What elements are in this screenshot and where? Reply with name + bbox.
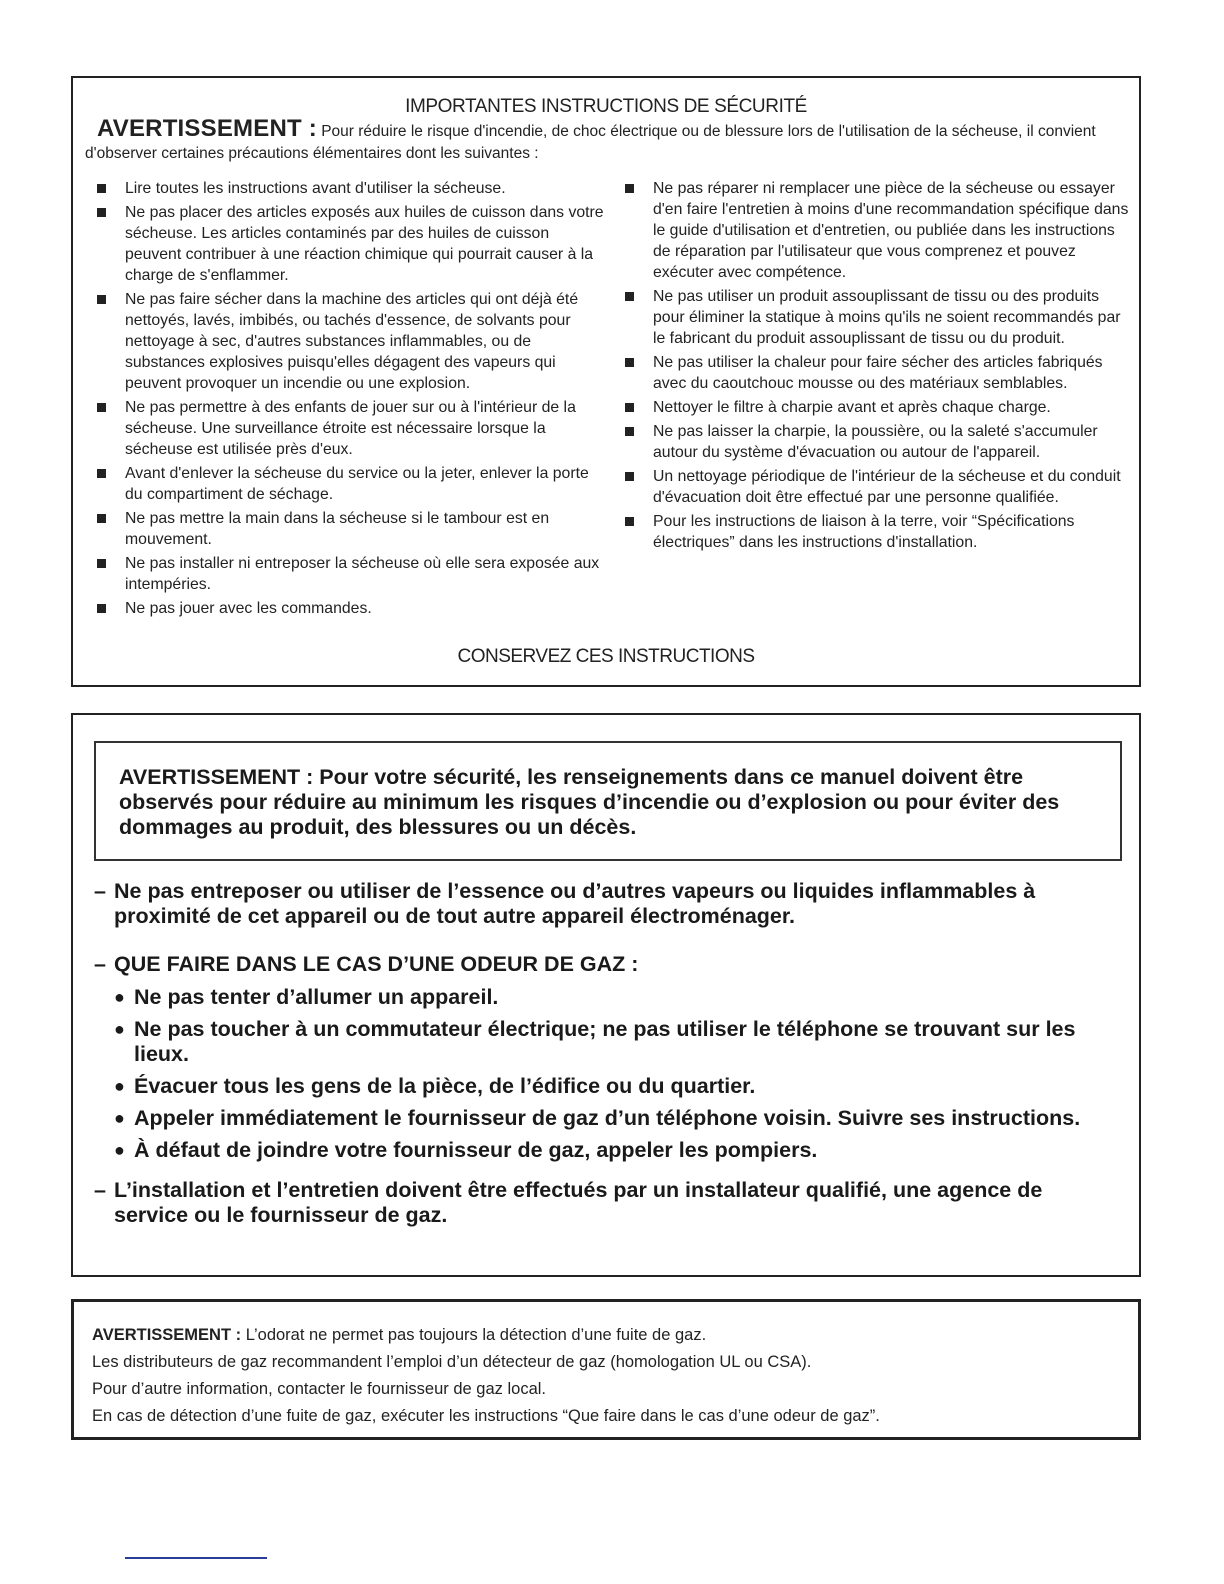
list-item: Avant d'enlever la sécheuse du service ou la jeter, enlever la porte du compartiment de séchage. <box>96 463 606 505</box>
list-item: ● Ne pas tenter d’allumer un appareil. <box>114 985 499 1009</box>
detector-warning-label: AVERTISSEMENT : <box>92 1326 242 1344</box>
list-item: Ne pas faire sécher dans la machine des articles qui ont déjà été nettoyés, lavés, imbibés, ou tachés d'essence, de solvants pour nettoyage à sec, d'autres substances inflammables, ou de substances explosives puisqu'elles dégagent des vapeurs qui peuvent provoquer un incendie ou une explosion. <box>96 289 606 394</box>
detector-line-2: Les distributeurs de gaz recommandent l’emploi d’un détecteur de gaz (homologation UL ou CSA). <box>92 1353 812 1371</box>
list-item: ● Ne pas toucher à un commutateur électrique; ne pas utiliser le téléphone se trouvant sur les lieux. <box>114 1017 1076 1066</box>
safety-list-left <box>96 178 606 622</box>
gas-instruction-storage: – Ne pas entreposer ou utiliser de l’essence ou d’autres vapeurs ou liquides inflammables à proximité de cet appareil ou de tout autre appareil électroménager. <box>94 879 1036 928</box>
gas-warning-inner-box <box>94 741 1122 861</box>
bullet-dot-icon: ● <box>114 987 125 1007</box>
list-item: Ne pas mettre la main dans la sécheuse si le tambour est en mouvement. <box>96 508 606 550</box>
warning-label: AVERTISSEMENT : <box>97 115 317 142</box>
bullet-square-icon <box>625 358 634 367</box>
detector-line-3: Pour d’autre information, contacter le fournisseur de gaz local. <box>92 1380 546 1398</box>
bullet-square-icon <box>625 292 634 301</box>
list-item: Nettoyer le filtre à charpie avant et après chaque charge. <box>624 397 1134 418</box>
list-item: Ne pas jouer avec les commandes. <box>96 598 606 619</box>
list-item: Un nettoyage périodique de l'intérieur de la sécheuse et du conduit d'évacuation doit être effectué par une personne qualifiée. <box>624 466 1134 508</box>
list-item: Ne pas réparer ni remplacer une pièce de la sécheuse ou essayer d'en faire l'entretien à moins d'une recommandation spécifique dans le guide d'utilisation et d'entretien, ou publiée dans les instructions de réparation par l'utilisateur que vous comprenez et pouvez exécuter avec compétence. <box>624 178 1134 283</box>
warning-intro-text: Pour réduire le risque d'incendie, de choc électrique ou de blessure lors de l'utilisation de la sécheuse, il convient d'observer certaines précautions élémentaires dont les suivantes : <box>85 123 1096 162</box>
bullet-square-icon <box>97 604 106 613</box>
gas-instructions-list <box>94 879 1114 1228</box>
list-item: Ne pas utiliser un produit assouplissant de tissu ou des produits pour éliminer la statique à moins qu'ils ne soient recommandés par le fabricant du produit assouplissant de tissu ou du produit. <box>624 286 1134 349</box>
list-item: ● Appeler immédiatement le fournisseur de gaz d’un téléphone voisin. Suivre ses instructions. <box>114 1106 1081 1130</box>
bullet-square-icon <box>625 403 634 412</box>
dash-icon: – <box>94 879 106 903</box>
dash-icon: – <box>94 1178 106 1202</box>
safety-warning-intro <box>85 115 1127 165</box>
bullet-dot-icon: ● <box>114 1108 125 1128</box>
bullet-square-icon <box>97 559 106 568</box>
list-item: Ne pas installer ni entreposer la sécheuse où elle sera exposée aux intempéries. <box>96 553 606 595</box>
detector-line-1: AVERTISSEMENT : L’odorat ne permet pas toujours la détection d’une fuite de gaz. <box>92 1326 707 1344</box>
bullet-square-icon <box>97 208 106 217</box>
bullet-dot-icon: ● <box>114 1140 125 1160</box>
list-item: Lire toutes les instructions avant d'utiliser la sécheuse. <box>96 178 606 199</box>
gas-warning-box <box>71 713 1141 1277</box>
list-item: Pour les instructions de liaison à la terre, voir “Spécifications électriques” dans les instructions d'installation. <box>624 511 1134 553</box>
bullet-square-icon <box>625 184 634 193</box>
bullet-square-icon <box>625 472 634 481</box>
gas-detector-box <box>71 1299 1141 1440</box>
gas-detector-text <box>92 1322 1124 1430</box>
safety-instructions-box <box>71 76 1141 687</box>
bullet-dot-icon: ● <box>114 1076 125 1096</box>
safety-list-right <box>624 178 1134 556</box>
gas-odor-heading: – QUE FAIRE DANS LE CAS D’UNE ODEUR DE GAZ : <box>94 952 639 976</box>
bullet-square-icon <box>97 295 106 304</box>
list-item: ● Évacuer tous les gens de la pièce, de l’édifice ou du quartier. <box>114 1074 756 1098</box>
gas-inner-warning-text: AVERTISSEMENT : Pour votre sécurité, les renseignements dans ce manuel doivent être observés pour réduire au minimum les risques d’incendie ou d’explosion ou pour éviter des dommages au produit, des blessures ou un décès. <box>119 765 1060 839</box>
bullet-square-icon <box>625 517 634 526</box>
bullet-square-icon <box>97 184 106 193</box>
dash-icon: – <box>94 952 106 976</box>
list-item: ● À défaut de joindre votre fournisseur de gaz, appeler les pompiers. <box>114 1138 818 1162</box>
list-item: Ne pas laisser la charpie, la poussière, ou la saleté s'accumuler autour du système d'évacuation ou autour de l'appareil. <box>624 421 1134 463</box>
gas-instruction-installation: – L’installation et l’entretien doivent être effectués par un installateur qualifié, une agence de service ou le fournisseur de gaz. <box>94 1178 1043 1227</box>
footer-rule <box>125 1557 267 1559</box>
bullet-square-icon <box>97 469 106 478</box>
bullet-dot-icon: ● <box>114 1019 125 1039</box>
list-item: Ne pas placer des articles exposés aux huiles de cuisson dans votre sécheuse. Les articles contaminés par des huiles de cuisson peuvent contribuer à une réaction chimique qui pourrait causer à la charge de s'enflammer. <box>96 202 606 286</box>
save-instructions-heading: CONSERVEZ CES INSTRUCTIONS <box>457 646 755 667</box>
gas-odor-steps <box>94 985 1114 1163</box>
bullet-square-icon <box>97 514 106 523</box>
safety-title: IMPORTANTES INSTRUCTIONS DE SÉCURITÉ <box>405 96 807 117</box>
bullet-square-icon <box>625 427 634 436</box>
list-item: Ne pas utiliser la chaleur pour faire sécher des articles fabriqués avec du caoutchouc mousse ou des matériaux semblables. <box>624 352 1134 394</box>
list-item: Ne pas permettre à des enfants de jouer sur ou à l'intérieur de la sécheuse. Une surveillance étroite est nécessaire lorsque la sécheuse est utilisée près d'eux. <box>96 397 606 460</box>
detector-line-4: En cas de détection d’une fuite de gaz, exécuter les instructions “Que faire dans le cas d’une odeur de gaz”. <box>92 1407 880 1425</box>
bullet-square-icon <box>97 403 106 412</box>
